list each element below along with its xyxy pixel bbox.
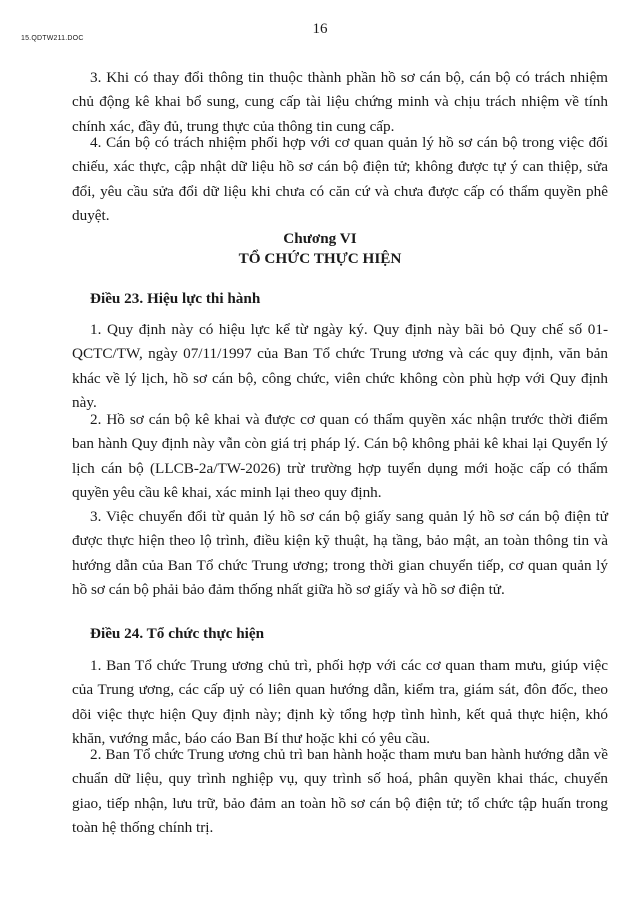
article-24-heading: Điều 24. Tổ chức thực hiện [90,625,265,642]
chapter-title: TỔ CHỨC THỰC HIỆN [238,250,402,267]
article-23-clause-3: 3. Việc chuyển đổi từ quản lý hồ sơ cán bộ giấy sang quản lý hồ sơ cán bộ điện tử được thực hiện theo lộ trình, điều kiện kỹ thuật, hạ tầng, bảo mật, an toàn thông tin và hướng dẫn của Ban Tổ chức Trung ương; trong thời gian chuyển tiếp, cơ quan quản lý hồ sơ cán bộ phải bảo đảm thống nhất giữa hồ sơ giấy và hồ sơ điện tử. [72,508,608,599]
article-24-clause-2: 2. Ban Tổ chức Trung ương chủ trì ban hành hoặc tham mưu ban hành hướng dẫn về chuẩn dữ liệu, quy trình nghiệp vụ, quy trình số hoá, phân quyền khai thác, chuyển giao, tiếp nhận, lưu trữ, bảo đảm an toàn hồ sơ cán bộ điện tử; tổ chức tập huấn trong toàn hệ thống chính trị. [72,746,608,837]
document-code: 15.QDTW211.DOC [21,35,84,42]
article-23-heading: Điều 23. Hiệu lực thi hành [90,290,261,307]
article-24-clause-1: 1. Ban Tổ chức Trung ương chủ trì, phối hợp với các cơ quan tham mưu, giúp việc của Trung ương, các cấp uỷ có liên quan hướng dẫn, kiểm tra, giám sát, đôn đốc, theo dõi việc thực hiện Quy định này; định kỳ tổng hợp tình hình, kết quả thực hiện, khó khăn, vướng mắc, báo cáo Ban Bí thư hoặc khi có yêu cầu. [72,657,608,748]
article-23-clause-2: 2. Hồ sơ cán bộ kê khai và được cơ quan có thẩm quyền xác nhận trước thời điểm ban hành Quy định này vẫn còn giá trị pháp lý. Cán bộ không phải kê khai lại Quyển lý lịch cán bộ (LLCB-2a/TW-2026) trừ trường hợp tuyển dụng mới hoặc cấp có thẩm quyền yêu cầu kê khai, xác minh lại theo quy định. [72,411,608,502]
paragraph-clause-3: 3. Khi có thay đổi thông tin thuộc thành phần hồ sơ cán bộ, cán bộ có trách nhiệm chủ động kê khai bổ sung, cung cấp tài liệu chứng minh và chịu trách nhiệm về tính chính xác, đầy đủ, trung thực của thông tin cung cấp. [72,69,608,135]
article-23-clause-1: 1. Quy định này có hiệu lực kể từ ngày ký. Quy định này bãi bỏ Quy chế số 01-QCTC/TW, ngày 07/11/1997 của Ban Tổ chức Trung ương và các quy định, văn bản khác về lý lịch, hồ sơ cán bộ, công chức, viên chức không còn phù hợp với Quy định này. [72,321,608,412]
paragraph-clause-4: 4. Cán bộ có trách nhiệm phối hợp với cơ quan quản lý hồ sơ cán bộ trong việc đối chiếu, xác thực, cập nhật dữ liệu hồ sơ cán bộ điện tử; không được tự ý can thiệp, sửa đổi, yêu cầu sửa đổi dữ liệu khi chưa có căn cứ và chưa được cấp có thẩm quyền phê duyệt. [72,134,608,225]
chapter-number: Chương VI [283,230,357,247]
page-number: 16 [312,21,328,37]
